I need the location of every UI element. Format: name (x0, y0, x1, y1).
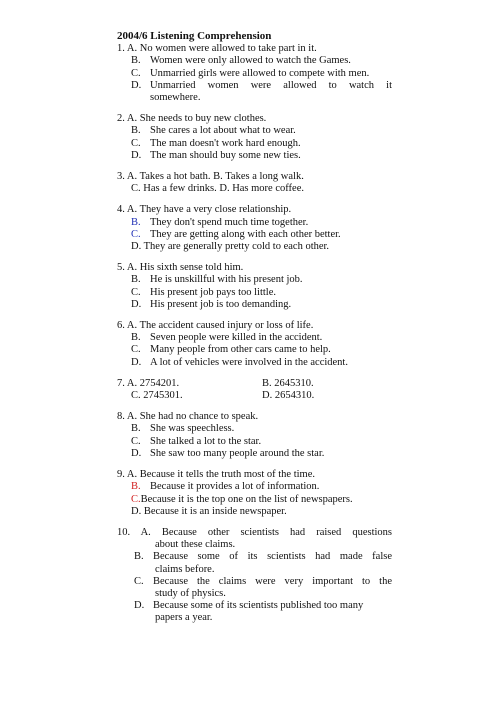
question-1 (117, 43, 392, 104)
q7-row-1 (117, 378, 392, 390)
q9-option-d: D. Because it is an inside newspaper. (131, 505, 287, 517)
question-2 (117, 113, 392, 162)
q9-label-b: B. (131, 481, 141, 493)
question-4 (117, 204, 392, 253)
q7-option-c: C. 2745301. (131, 390, 183, 402)
question-5 (117, 262, 392, 311)
q2-option-a: 2. A. She needs to buy new clothes. (117, 113, 267, 125)
q9-option-b: B. Because it provides a lot of information. (131, 481, 320, 493)
q7-option-b: B. 2645310. (262, 377, 314, 389)
question-6 (117, 320, 392, 369)
q5-option-c: C. His present job pays too little. (131, 286, 276, 298)
q4-option-c: C. They are getting along with each other better. (131, 228, 341, 240)
q3-options-cd: C. Has a few drinks. D. Has more coffee. (131, 183, 305, 195)
question-9 (117, 469, 392, 518)
q8-option-b: B. She was speechless. (131, 423, 235, 435)
page-title: 2004/6 Listening Comprehension (117, 30, 272, 42)
q8-option-c: C. She talked a lot to the star. (131, 435, 262, 447)
q4-option-a: 4. A. They have a very close relationship. (117, 204, 292, 216)
q3-options-ab: 3. A. Takes a hot bath. B. Takes a long walk. (117, 171, 304, 183)
q6-option-d: D. A lot of vehicles were involved in the accident. (131, 356, 348, 368)
q8-option-d: D. She saw too many people around the star. (131, 447, 325, 459)
q2-option-c: C. The man doesn't work hard enough. (131, 137, 301, 149)
q2-option-b: B. She cares a lot about what to wear. (131, 125, 296, 137)
q9-option-a: 9. A. Because it tells the truth most of the time. (117, 469, 316, 481)
q9-label-c: C. (131, 493, 141, 505)
q1-option-b: B. Women were only allowed to watch the Games. (131, 55, 351, 67)
q6-option-c: C. Many people from other cars came to help. (131, 344, 331, 356)
question-3 (117, 171, 392, 195)
q1-option-c: C. Unmarried girls were allowed to compete with men. (131, 67, 370, 79)
question-8 (117, 411, 392, 460)
q10-option-b-cont: claims before. (155, 563, 215, 575)
q7-option-d: D. 2654310. (262, 390, 315, 402)
q10-option-d: D. Because some of its scientists published too many (134, 600, 364, 612)
q1-option-a: 1. A. No women were allowed to take part in it. (117, 43, 317, 55)
question-7 (117, 378, 392, 402)
q4-option-d: D. They are generally pretty cold to each other. (131, 241, 330, 253)
q10-option-a-cont: about these claims. (155, 539, 236, 551)
q5-option-b: B. He is unskillful with his present job. (131, 274, 303, 286)
q4-label-c: C. (131, 228, 141, 240)
q8-option-a: 8. A. She had no chance to speak. (117, 411, 259, 423)
q7-option-a: 7. A. 2754201. (117, 377, 180, 389)
q10-option-c: C. Because the claims were very important to the (134, 575, 392, 587)
q6-option-b: B. Seven people were killed in the accident. (131, 332, 323, 344)
q4-option-b: B. They don't spend much time together. (131, 216, 309, 228)
question-10 (117, 527, 392, 625)
q10-option-b: B. Because some of its scientists had made false (134, 551, 392, 563)
q5-option-a: 5. A. His sixth sense told him. (117, 262, 244, 274)
q9-option-c: C.Because it is the top one on the list of newspapers. (131, 493, 353, 505)
q6-option-a: 6. A. The accident caused injury or loss of life. (117, 320, 314, 332)
document-body (117, 30, 392, 634)
q4-label-b: B. (131, 216, 141, 228)
q7-row-2 (117, 390, 392, 402)
q10-option-d-cont: papers a year. (155, 612, 213, 624)
q5-option-d: D. His present job is too demanding. (131, 298, 292, 310)
q1-option-d-cont: somewhere. (150, 92, 201, 104)
q1-option-d: D. Unmarried women were allowed to watch it (131, 79, 392, 91)
q10-option-a: 10. A. Because other scientists had raised questions (117, 526, 392, 538)
q10-option-c-cont: study of physics. (155, 587, 226, 599)
q2-option-d: D. The man should buy some new ties. (131, 149, 301, 161)
